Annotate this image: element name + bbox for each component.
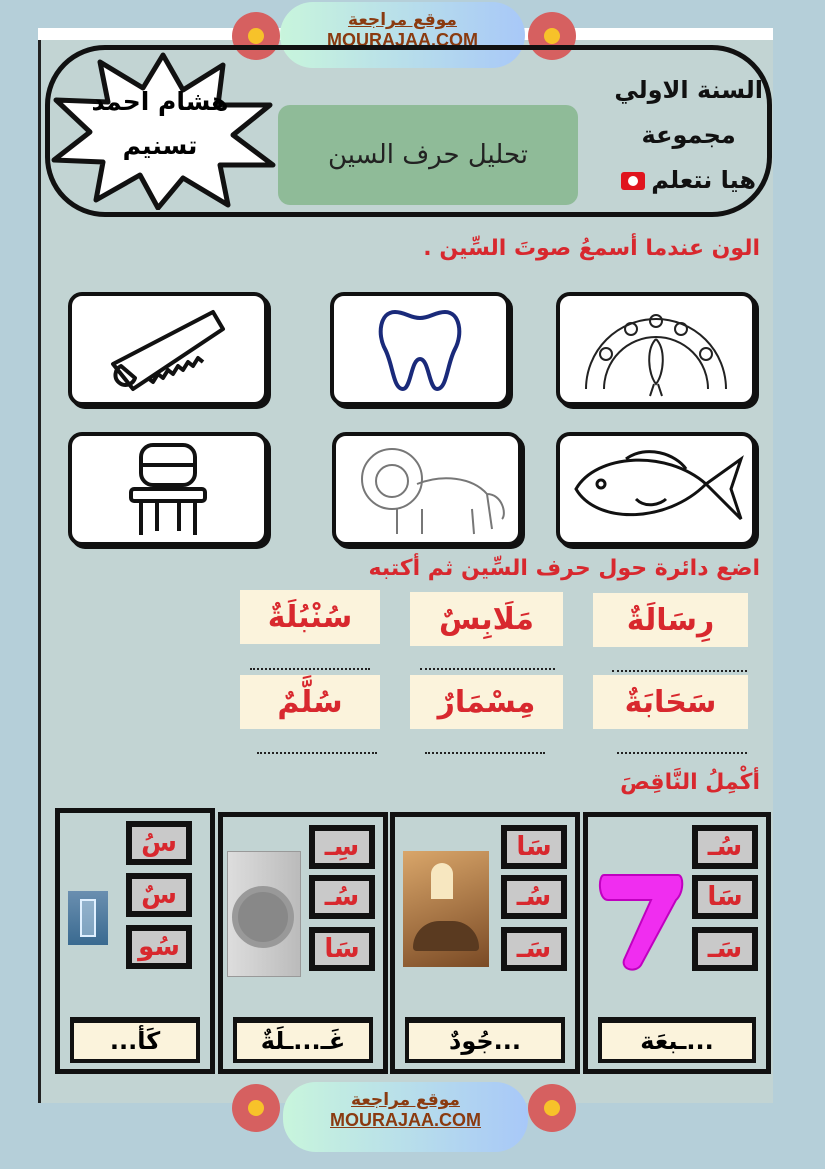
fish-card[interactable] [556, 432, 756, 546]
group-name: هيا نتعلم [651, 166, 757, 194]
answer-line[interactable] [250, 668, 370, 670]
watermark-english: MOURAJAA.COM [327, 30, 478, 50]
incomplete-word[interactable]: كَأ... [70, 1017, 200, 1063]
peacock-card[interactable] [556, 292, 756, 406]
watermark-english: MOURAJAA.COM [330, 1110, 481, 1130]
page-title: تحليل حرف السين [278, 105, 578, 205]
answer-line[interactable] [425, 752, 545, 754]
syllable-option[interactable]: سَـ [501, 927, 567, 971]
saw-icon [103, 304, 233, 394]
exercise1-instruction: الون عندما أسمعُ صوتَ السِّين . [423, 236, 760, 261]
word-card[interactable]: سُلَّمٌ [240, 675, 380, 729]
completion-panel [218, 812, 388, 1074]
tooth-icon [375, 304, 465, 394]
glass-icon [80, 899, 96, 937]
syllable-option[interactable]: سُو [126, 925, 192, 969]
peacock-icon [576, 299, 736, 399]
prayer-image [403, 851, 489, 967]
word-card[interactable]: سَحَابَةٌ [593, 675, 748, 729]
author-names [60, 80, 260, 168]
machine-door-icon [232, 886, 294, 948]
chair-card[interactable] [68, 432, 268, 546]
tooth-card[interactable] [330, 292, 510, 406]
syllable-option[interactable]: سَا [692, 875, 758, 919]
syllable-option[interactable]: سَا [501, 825, 567, 869]
syllable-option[interactable]: سِـ [309, 825, 375, 869]
class-info [614, 68, 763, 203]
grade-label: السنة الاولي [614, 76, 763, 104]
chair-icon [123, 441, 213, 537]
answer-line[interactable] [420, 668, 555, 670]
author-first: هشام احمد [91, 87, 229, 116]
word-card[interactable]: سُنْبُلَةٌ [240, 590, 380, 644]
washing-machine-image [227, 851, 301, 977]
incomplete-word[interactable]: غَـ...ـلَةٌ [233, 1017, 373, 1063]
syllable-option[interactable]: سُـ [501, 875, 567, 919]
window-icon [431, 863, 453, 899]
word-card[interactable]: رِسَالَةٌ [593, 593, 748, 647]
completion-panel [583, 812, 771, 1074]
lion-icon [342, 439, 512, 539]
exercise3-instruction: أكْمِلُ النَّاقِصَ [620, 770, 760, 795]
exercise2-instruction: اضع دائرة حول حرف السِّين ثم أكتبه [368, 556, 760, 581]
word-card[interactable]: مَلَابِسٌ [410, 592, 563, 646]
lion-card[interactable] [332, 432, 522, 546]
word-card[interactable]: مِسْمَارٌ [410, 675, 563, 729]
syllable-option[interactable]: سَا [309, 927, 375, 971]
fish-icon [566, 444, 746, 534]
answer-line[interactable] [257, 752, 377, 754]
praying-person-icon [413, 921, 479, 951]
syllable-option[interactable]: سُـ [692, 825, 758, 869]
syllable-option[interactable]: سُـ [309, 875, 375, 919]
syllable-option[interactable]: سُ [126, 821, 192, 865]
watermark-arabic: موقع مراجعة [351, 1090, 460, 1110]
watermark-badge-bottom[interactable] [283, 1082, 528, 1152]
saw-card[interactable] [68, 292, 268, 406]
completion-panel [55, 808, 215, 1074]
number-seven-icon [596, 865, 686, 975]
group-label: مجموعة [641, 121, 736, 149]
glass-of-water-image [68, 891, 108, 945]
tunisia-flag-icon [621, 172, 645, 190]
incomplete-word[interactable]: ...ـبعَة [598, 1017, 756, 1063]
syllable-option[interactable]: سٌ [126, 873, 192, 917]
answer-line[interactable] [612, 670, 747, 672]
completion-panel [390, 812, 580, 1074]
site-logo-icon [528, 1084, 576, 1132]
author-second: تسنيم [122, 131, 198, 160]
incomplete-word[interactable]: ...جُودٌ [405, 1017, 565, 1063]
watermark-arabic: موقع مراجعة [348, 10, 457, 30]
syllable-option[interactable]: سَـ [692, 927, 758, 971]
answer-line[interactable] [617, 752, 747, 754]
site-logo-icon [232, 1084, 280, 1132]
